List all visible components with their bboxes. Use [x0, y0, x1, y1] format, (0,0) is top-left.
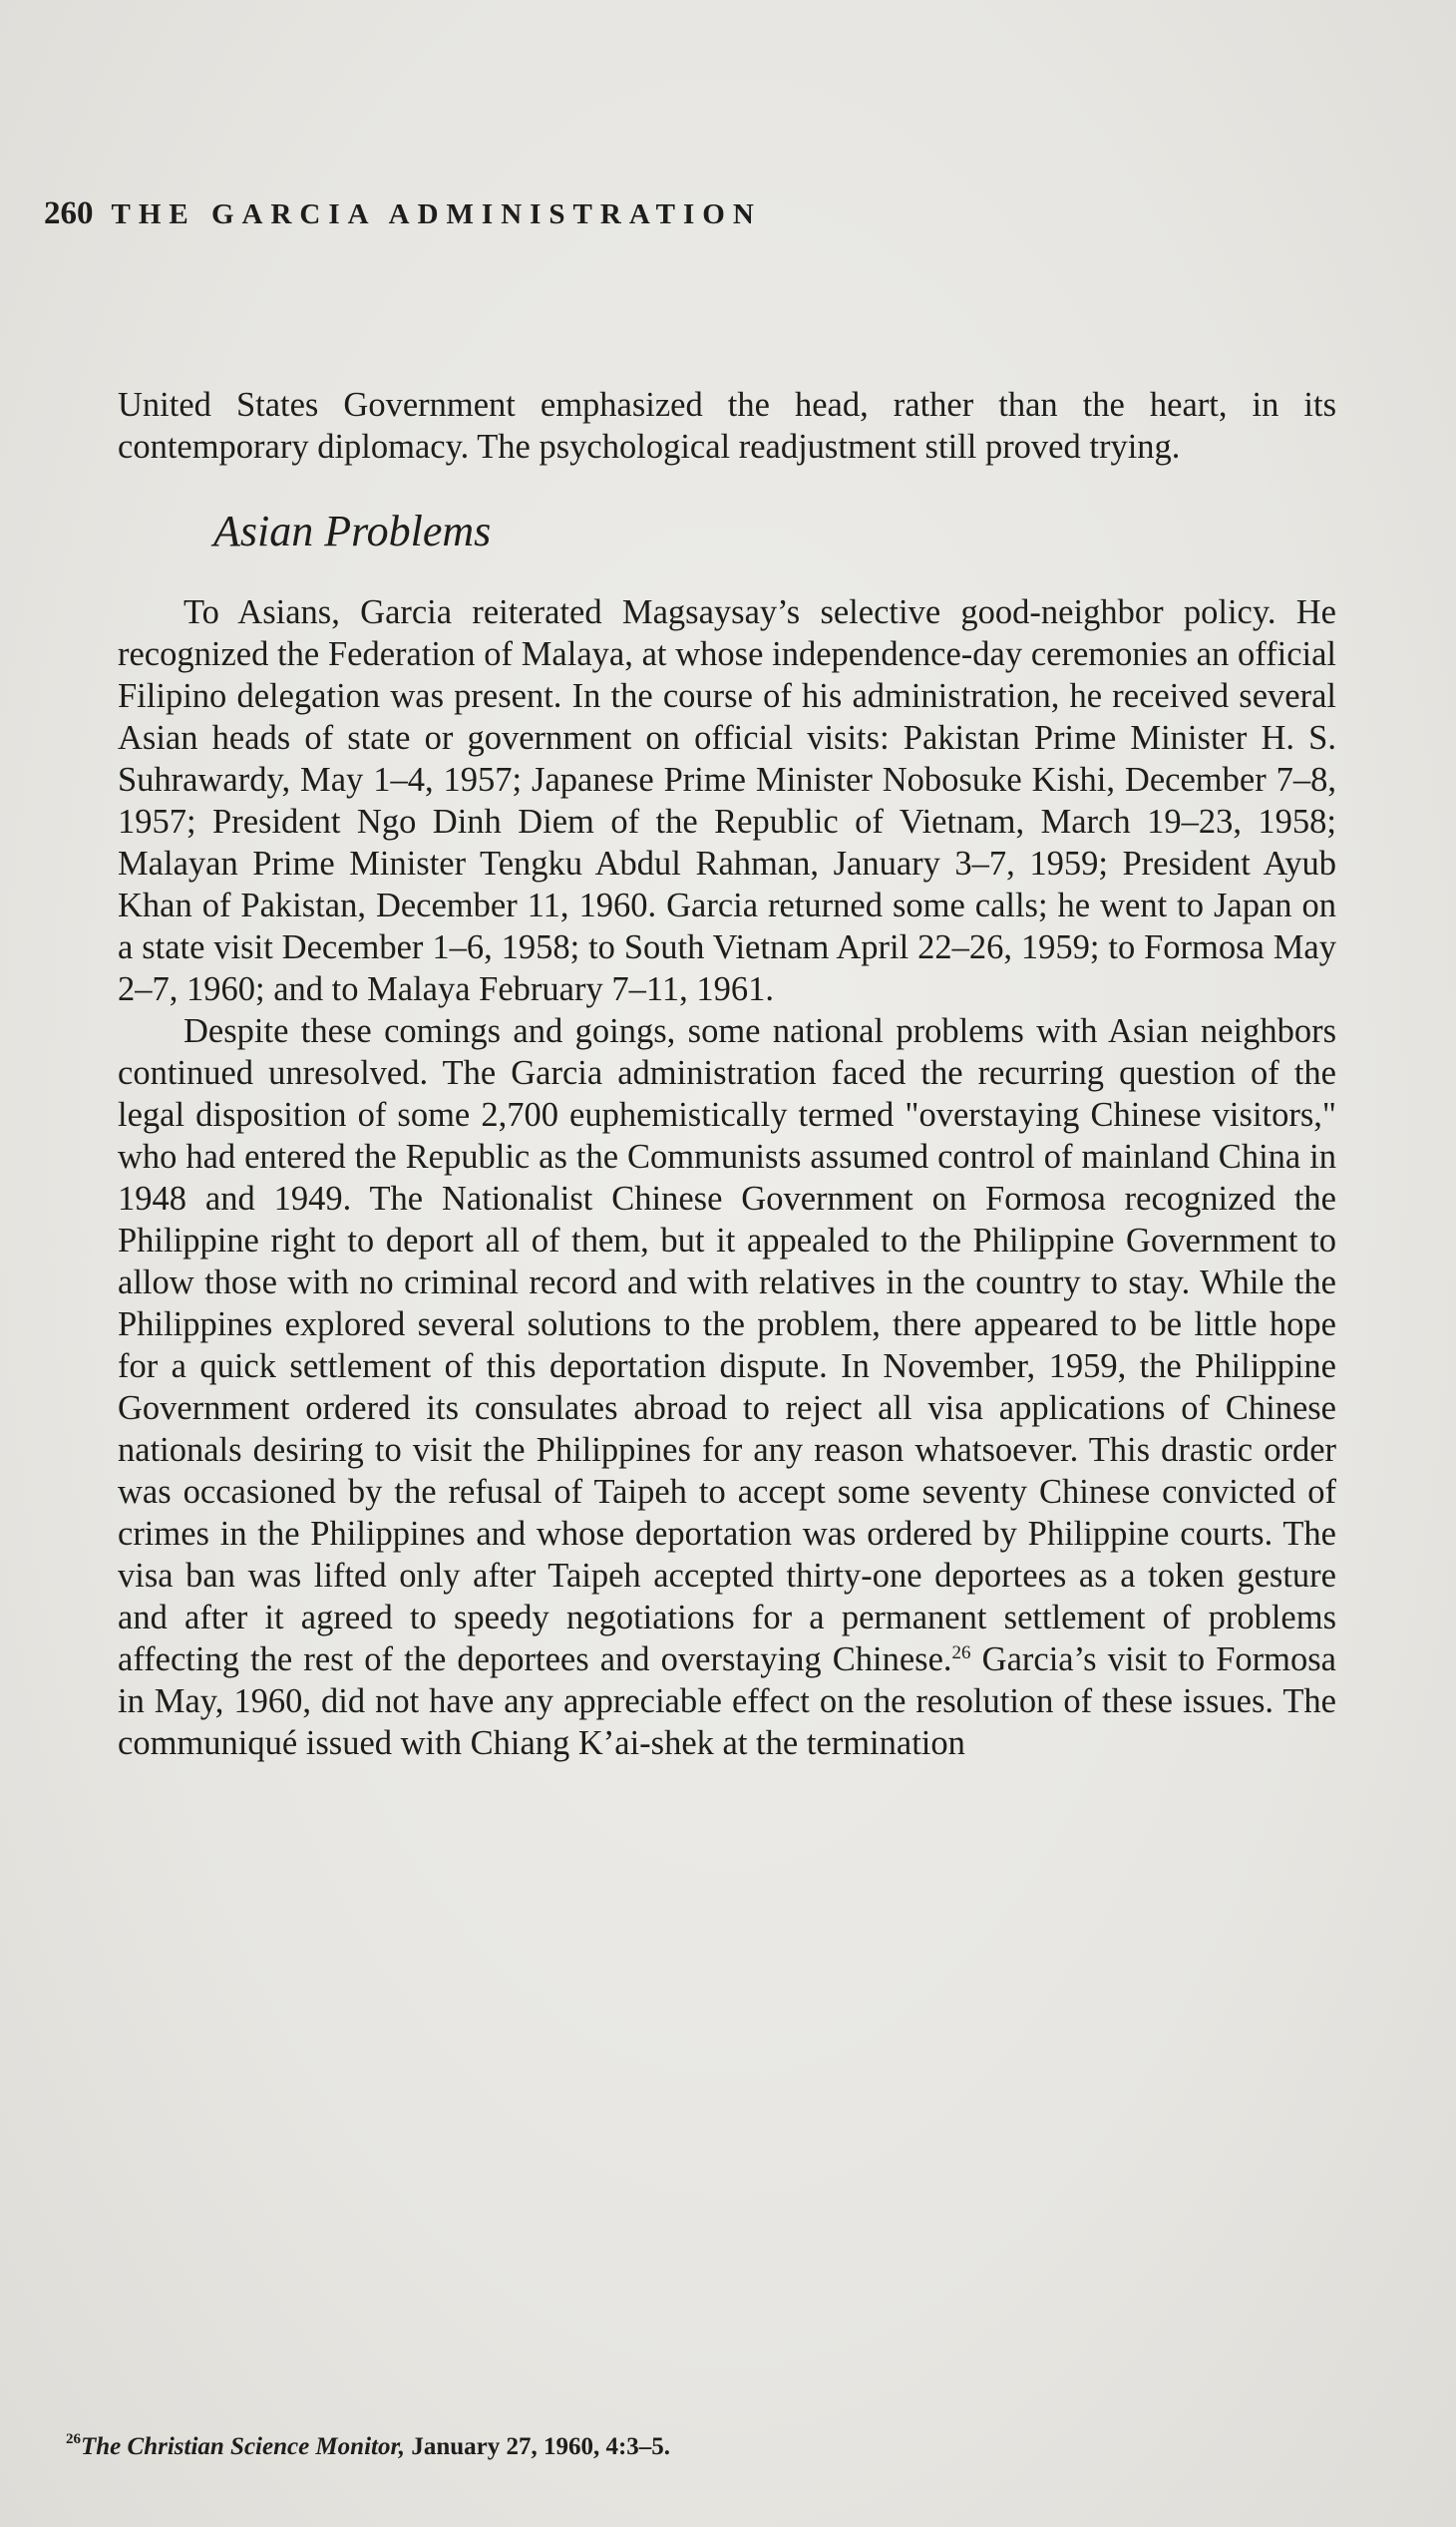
- footnote-marker: 26: [66, 2431, 81, 2447]
- footnote: [66, 2433, 670, 2461]
- footnote-citation: January 27, 1960, 4:3–5.: [405, 2433, 671, 2460]
- running-head: [44, 195, 762, 232]
- paragraph-text-after-note: Garcia’s visit to Formosa in May, 1960, did not have any appreciable effect on the resolution of these issues. The communiqué issued with Chiang K’ai-shek at the termination: [118, 1640, 1336, 1762]
- continuation-paragraph: United States Government emphasized the head, rather than the heart, in its contemporary diplomacy. The psychological readjustment still proved trying.: [118, 386, 1336, 466]
- page-body: [118, 384, 1336, 1764]
- page-number: 260: [44, 195, 94, 231]
- footnote-reference: 26: [951, 1642, 971, 1663]
- paragraph-text-before-note: Despite these comings and goings, some national problems with Asian neighbors continued unresolved. The Garcia administration faced the recurring question of the legal disposition of some 2,700 euphemistically termed "overstaying Chinese visitors," who had entered the Republic as the Communists assumed control of mainland China in 1948 and 1949. The Nationalist Chinese Government on Formosa recognized the Philippine right to deport all of them, but it appealed to the Philippine Government to allow those with no criminal record and with relatives in the country to stay. While the Philippines explored several solutions to the problem, there appeared to be little hope for a quick settlement of this deportation dispute. In November, 1959, the Philippine Government ordered its consulates abroad to reject all visa applications of Chinese nationals desiring to visit the Philippines for any reason whatsoever. This drastic order was occasioned by the refusal of Taipeh to accept some seventy Chinese convicted of crimes in the Philippines and whose deportation was ordered by Philippine courts. The visa ban was lifted only after Taipeh accepted thirty-one deportees as a token gesture and after it agreed to speedy negotiations for a permanent settlement of problems affecting the rest of the deportees and overstaying Chinese.: [118, 1012, 1336, 1678]
- paragraph-overstaying-chinese: [118, 1010, 1336, 1764]
- footnote-source: The Christian Science Monitor,: [81, 2433, 406, 2460]
- running-head-title: THE GARCIA ADMINISTRATION: [111, 198, 762, 230]
- section-heading: Asian Problems: [213, 507, 492, 555]
- paragraph-asian-visits: To Asians, Garcia reiterated Magsaysay’s selective good-neighbor policy. He recognized the Federation of Malaya, at whose independence-day ceremonies an official Filipino delegation was present. In the course of his administration, he received several Asian heads of state or government on official visits: Pakistan Prime Minister H. S. Suhrawardy, May 1–4, 1957; Japanese Prime Minister Nobosuke Kishi, December 7–8, 1957; President Ngo Dinh Diem of the Republic of Vietnam, March 19–23, 1958; Malayan Prime Minister Tengku Abdul Rahman, January 3–7, 1959; President Ayub Khan of Pakistan, December 11, 1960. Garcia returned some calls; he went to Japan on a state visit December 1–6, 1958; to South Vietnam April 22–26, 1959; to Formosa May 2–7, 1960; and to Malaya February 7–11, 1961.: [118, 593, 1336, 1008]
